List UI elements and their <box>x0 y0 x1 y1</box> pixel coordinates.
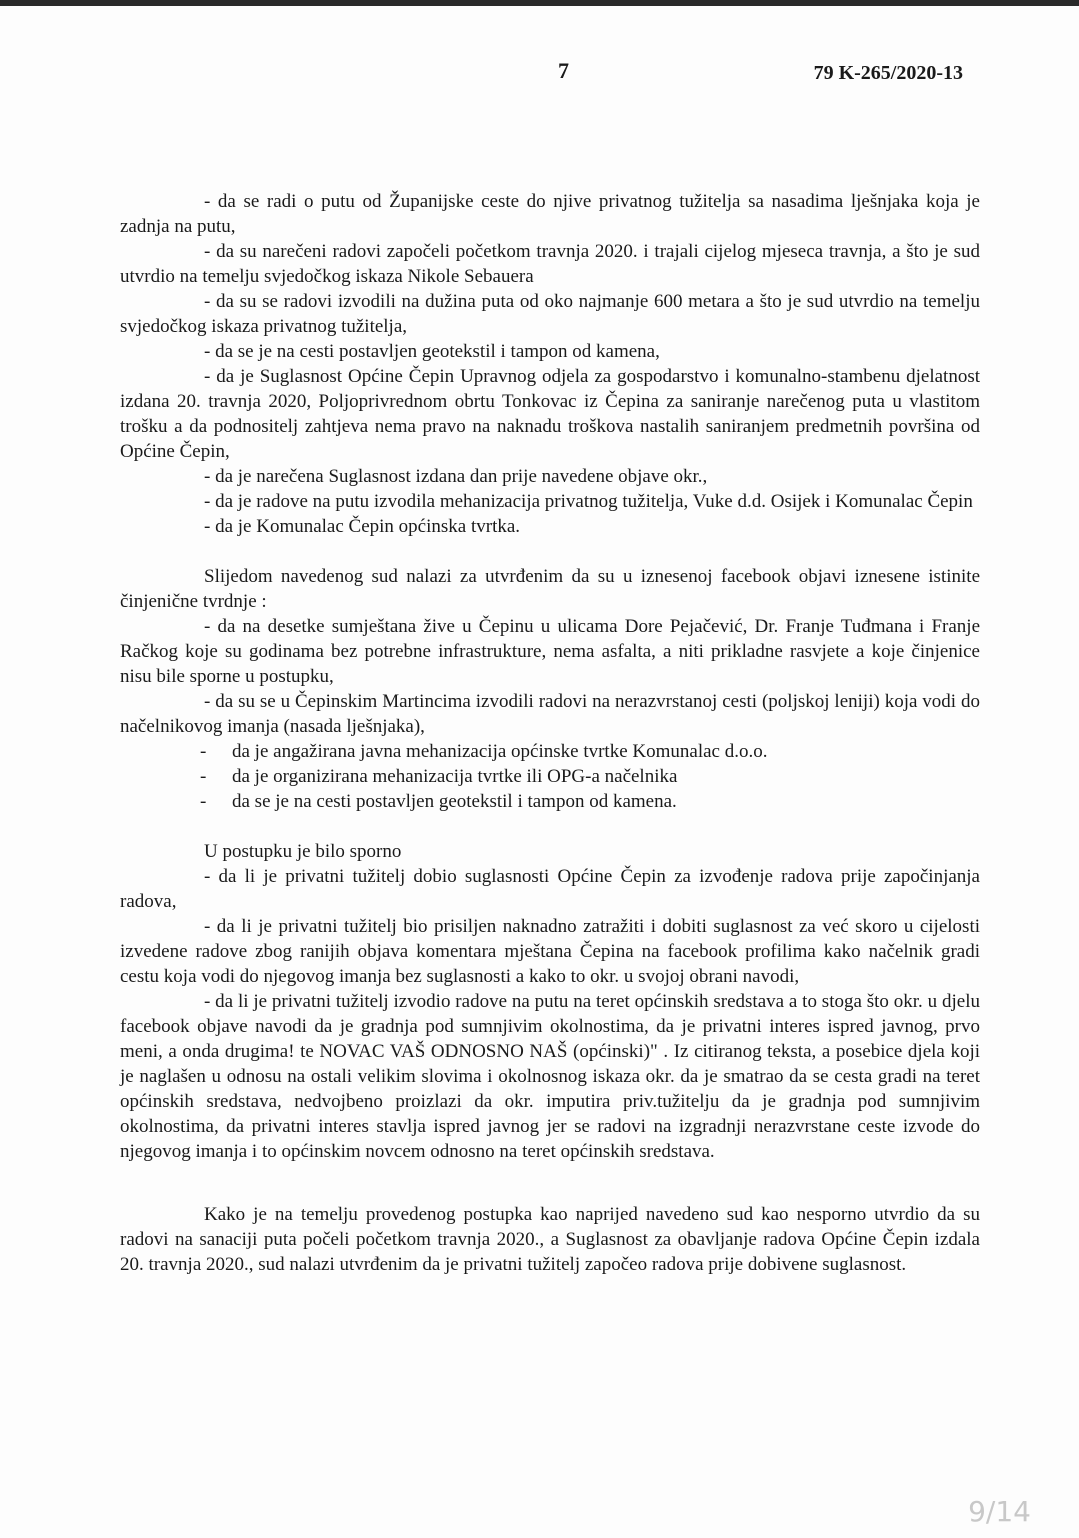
list-item <box>120 789 980 814</box>
paragraph: U postupku je bilo sporno <box>204 841 402 862</box>
document-body <box>120 189 980 1277</box>
list-item <box>120 739 980 764</box>
paragraph: - da li je privatni tužitelj dobio suglasnosti Općine Čepin za izvođenje radova prije započinjanja radova, <box>120 866 980 912</box>
paragraph: - da je narečena Suglasnost izdana dan prije navedene objave okr., <box>204 466 708 487</box>
paragraph: - da li je privatni tužitelj izvodio radove na putu na teret općinskih sredstava a to stoga što okr. u djelu facebook objave navodi da je gradnja pod sumnjivim okolnostima, da je privatni interes ispred javnog, prvo meni, a onda drugima! te NOVAC VAŠ ODNOSNO NAŠ (općinski)" . Iz citiranog teksta, a posebice djela koji je naglašen u odnosu na ostali velikim slovima i okolnosnog iskaza okr. da je smatrao da se cesta gradi na teret općinskih sredstava, nedvojbeno proizlazi da okr. imputira priv.tužitelju da je gradnja pod sumnjivim okolnostima, da privatni interes stavlja ispred javnog jer se radovi na izgradnji nerazvrstane ceste izvode do njegovog imanja i to općinskim novcem odnosno na teret općinskih sredstava. <box>120 991 980 1162</box>
paragraph: - da su se radovi izvodili na dužina puta od oko najmanje 600 metara a što je sud utvrdio na temelju svjedočkog iskaza privatnog tužitelja, <box>120 291 980 337</box>
bullet-mark: - <box>200 741 207 762</box>
paragraph: - da je Komunalac Čepin općinska tvrtka. <box>204 516 521 537</box>
page-counter: 9/14 <box>968 1495 1031 1528</box>
page-number: 7 <box>558 58 569 83</box>
list-item-text: da se je na cesti postavljen geotekstil i tampon od kamena. <box>232 791 677 812</box>
bullet-mark: - <box>200 791 207 812</box>
paragraph: - da je Suglasnost Općine Čepin Upravnog odjela za gospodarstvo i komunalno-stambenu djelatnost izdana 20. travnja 2020, Poljoprivrednom obrtu Tonkovac iz Čepina za saniranje narečenog puta u vlastitom trošku a da podnositelj zahtjeva nema pravo na naknadu troškova nastalih saniranjem predmetnih površina od Općine Čepin, <box>120 366 980 462</box>
case-number: 79 K-265/2020-13 <box>813 62 963 84</box>
paragraph: - da su narečeni radovi započeli početkom travnja 2020. i trajali cijelog mjeseca travnja, a što je sud utvrdio na temelju svjedočkog iskaza Nikole Sebauera <box>120 241 980 287</box>
paragraph: - da se je na cesti postavljen geotekstil i tampon od kamena, <box>204 341 660 362</box>
list-item-text: da je organizirana mehanizacija tvrtke ili OPG-a načelnika <box>232 766 678 787</box>
paragraph: - da je radove na putu izvodila mehanizacija privatnog tužitelja, Vuke d.d. Osijek i Komunalac Čepin <box>204 491 973 512</box>
list-item <box>120 764 980 789</box>
paragraph: - da na desetke sumještana žive u Čepinu u ulicama Dore Pejačević, Dr. Franje Tuđmana i Franje Račkog koje su godinama bez potrebne infrastrukture, nema asfalta, a niti prikladne rasvjete a koje činjenice nisu bile sporne u postupku, <box>120 616 980 687</box>
paragraph: - da li je privatni tužitelj bio prisiljen naknadno zatražiti i dobiti suglasnost za već skoro u cijelosti izvedene radove zbog ranijih objava komentara mještana Čepina na facebook profilima kako načelnik gradi cestu koja vodi do njegovog imanja bez suglasnosti a kako to okr. u svojoj obrani navodi, <box>120 916 980 987</box>
document-page <box>0 6 1079 1538</box>
paragraph: - da se radi o putu od Županijske ceste do njive privatnog tužitelja sa nasadima lješnjaka koja je zadnja na putu, <box>120 191 980 237</box>
paragraph: Slijedom navedenog sud nalazi za utvrđenim da su u iznesenoj facebook objavi iznesene istinite činjenične tvrdnje : <box>120 566 980 612</box>
paragraph: - da su se u Čepinskim Martincima izvodili radovi na nerazvrstanoj cesti (poljskoj leniji) koja vodi do načelnikovog imanja (nasada lješnjaka), <box>120 691 980 737</box>
paragraph: Kako je na temelju provedenog postupka kao naprijed navedeno sud kao nesporno utvrdio da su radovi na sanaciji puta počeli početkom travnja 2020., a Suglasnost za obavljanje radova Općine Čepin izdala 20. travnja 2020., sud nalazi utvrđenim da je privatni tužitelj započeo radova prije dobivene suglasnost. <box>120 1204 980 1275</box>
list-item-text: da je angažirana javna mehanizacija općinske tvrtke Komunalac d.o.o. <box>232 741 768 762</box>
bullet-mark: - <box>200 766 207 787</box>
